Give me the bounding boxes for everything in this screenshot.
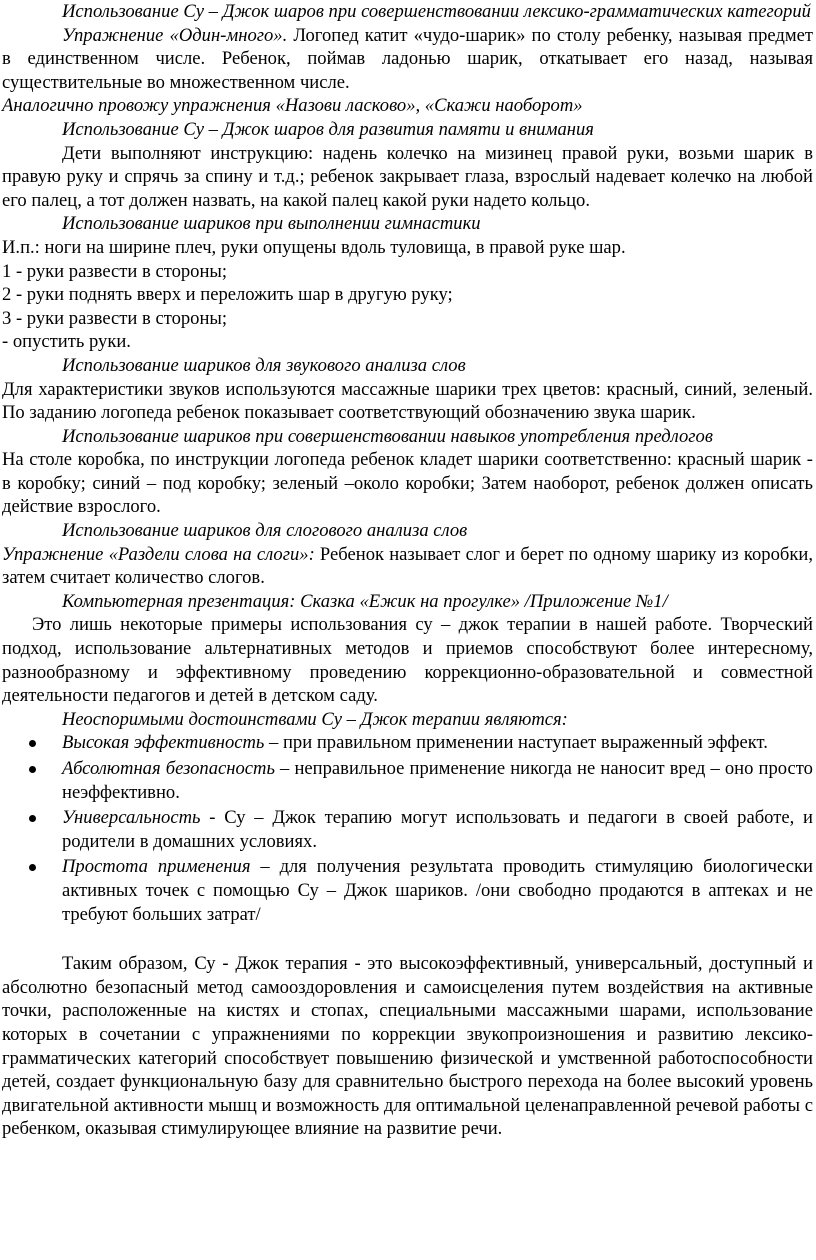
gymnastics-step-2: 2 - руки поднять вверх и переложить шар в другую руку; — [2, 284, 453, 306]
presentation-reference: Компьютерная презентация: Сказка «Ежик на прогулке» /Приложение №1/ — [62, 590, 668, 612]
paragraph-sound-analysis: Для характеристики звуков используются массажные шарики трех цветов: красный, синий, зеленый. По заданию логопеда ребенок показывает соответствующий обозначению звука шарик. — [2, 378, 813, 424]
gymnastics-step-4: - опустить руки. — [2, 331, 131, 353]
advantage-text: - Су – Джок терапию могут использовать и педагоги в своей работе, и родители в домашних условиях. — [62, 807, 813, 852]
heading-syllable-analysis: Использование шариков для слогового анализа слов — [62, 520, 468, 542]
note-similar-exercises: Аналогично провожу упражнения «Назови ласково», «Скажи наоборот» — [2, 95, 583, 117]
heading-prepositions: Использование шариков при совершенствовании навыков употребления предлогов — [62, 425, 713, 447]
heading-gymnastics: Использование шариков при выполнении гимнастики — [62, 213, 481, 235]
heading-lexical-grammar: Использование Су – Джок шаров при совершенствовании лексико-грамматических категорий — [62, 1, 811, 22]
paragraph-syllables — [2, 543, 813, 590]
advantages-list — [2, 731, 813, 926]
paragraph-conclusion: Таким образом, Су - Джок терапия - это высокоэффективный, универсальный, доступный и абсолютно безопасный метод самооздоровления и самоисцеления путем воздействия на активные точки, расположенные на кистях и стопах, специальными массажными шарами, использование которых в сочетании с упражнениями по коррекции звукопроизношения и развитию лексико-грамматических категорий способствует повышению физической и умственной работоспособности детей, создает функциональную базу для сравнительно быстрого перехода на более высокий уровень двигательной активности мышц и возможность для оптимальной целенаправленной речевой работы с ребенком, оказывая стимулирующее влияние на развитие речи. — [2, 953, 813, 1140]
list-item — [2, 806, 813, 853]
advantage-text: – при правильном применении наступает выраженный эффект. — [264, 732, 768, 754]
gymnastics-step-3: 3 - руки развести в стороны; — [2, 307, 228, 329]
advantage-term: Абсолютная безопасность — [62, 758, 275, 779]
bullet-icon — [29, 815, 36, 822]
heading-memory-attention: Использование Су – Джок шаров для развития памяти и внимания — [62, 118, 594, 140]
gymnastics-step-1: 1 - руки развести в стороны; — [2, 260, 228, 282]
heading-sound-analysis: Использование шариков для звукового анализа слов — [62, 354, 466, 376]
advantage-text: – неправильное применение никогда не наносит вред – оно просто неэффективно. — [62, 758, 813, 803]
advantage-text: – для получения результата проводить стимуляцию биологически активных точек с помощью Су – Джок шариков. /они свободно продаются в аптеках и не требуют больших затрат/ — [62, 856, 813, 925]
bullet-icon — [29, 766, 36, 773]
list-item — [2, 855, 813, 926]
advantage-term: Простота применения — [62, 856, 251, 878]
blank-line — [2, 928, 813, 952]
paragraph-examples-summary: Это лишь некоторые примеры использования су – джок терапии в нашей работе. Творческий подход, использование альтернативных методов и приемов способствуют более интересному, разнообразному и эффективному проведению коррекционно-образовательной и совместной деятельности педагогов и детей в детском саду. — [2, 614, 813, 707]
bullet-icon — [29, 864, 36, 871]
paragraph-prepositions: На столе коробка, по инструкции логопеда ребенок кладет шарики соответственно: красный шарик - в коробку; синий – под коробку; зеленый –около коробки; Затем наоборот, ребенок должен описать действие взрослого. — [2, 449, 813, 518]
heading-advantages: Неоспоримыми достоинствами Су – Джок терапии являются: — [62, 708, 568, 730]
advantage-term: Высокая эффективность — [62, 732, 265, 754]
exercise-title-syllables: Упражнение «Раздели слова на слоги»: — [2, 543, 315, 565]
gymnastics-start-position: И.п.: ноги на ширине плеч, руки опущены вдоль туловища, в правой руке шар. — [2, 236, 626, 258]
exercise-text-one-many: Логопед катит «чудо-шарик» по столу ребенку, называя предмет в единственном числе. Ребенок, поймав ладонью шарик, откатывает его назад, называя существительные во множественном числе. — [2, 24, 813, 93]
list-item — [2, 757, 813, 804]
exercise-title-one-many: Упражнение «Один-много». — [62, 24, 288, 46]
advantage-term: Универсальность — [62, 807, 201, 829]
list-item — [2, 731, 813, 755]
paragraph-ring-instruction: Дети выполняют инструкцию: надень колечко на мизинец правой руки, возьми шарик в правую руку и спрячь за спину и т.д.; ребенок закрывает глаза, взрослый надевает колечко на любой его палец, а тот должен назвать, на какой палец какой руки надето кольцо. — [2, 142, 813, 211]
bullet-icon — [29, 740, 36, 747]
paragraph-one-many — [2, 24, 813, 95]
exercise-text-syllables: Ребенок называет слог и берет по одному шарику из коробки, затем считает количество слогов. — [2, 543, 813, 589]
